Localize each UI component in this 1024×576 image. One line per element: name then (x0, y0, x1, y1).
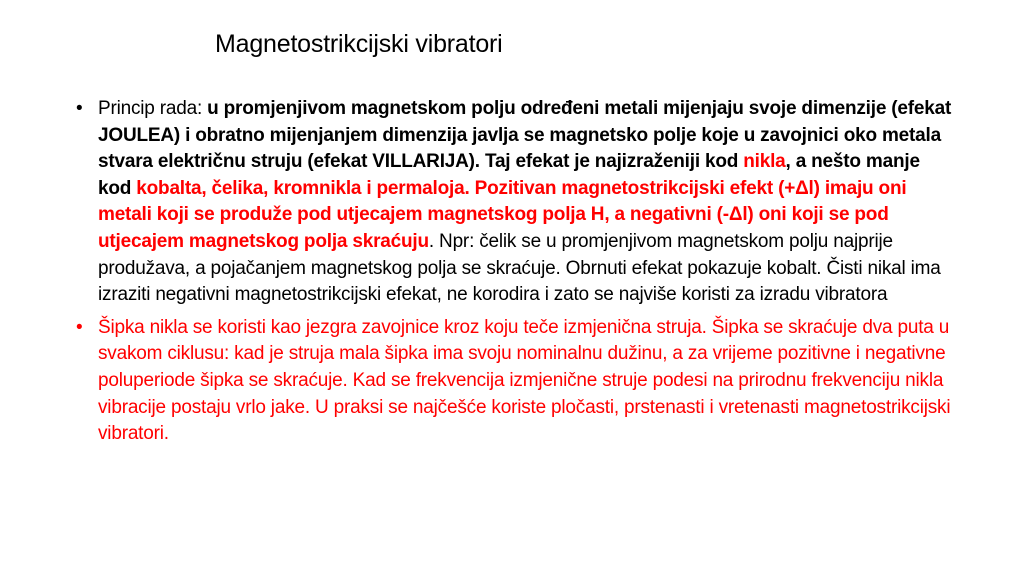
text-segment-highlight: Šipka nikla se koristi kao jezgra zavojnice kroz koju teče izmjenična struja. Šipka se skraćuje dva puta u svakom ciklusu: kad je struja mala šipka ima svoju nominalnu dužinu, a za vrijeme pozitivne i negativne poluperiode šipka se skraćuje. Kad se frekvencija izmjenične struje podesi na prirodnu frekvenciju nikla vibracije postaju vrlo jake. U praksi se najčešće koriste pločasti, prstenasti i vretenasti magnetostrikcijski vibratori. (98, 316, 951, 445)
text-segment: u promjenjivom magnetskom polju određeni metali mijenjaju svoje dimenzije (efekat JOULEA) i obratno mijenjanjem dimenzija javlja se magnetsko polje koje u zavojnici oko metala stvara električnu struju (efekat VILLARIJA). Taj efekat je najizraženiji kod (98, 98, 952, 173)
text-segment-highlight: kobalta, čelika, kromnikla i permaloja. Pozitivan magnetostrikcijski efekt (+Δl) imaju oni metali koji se produže pod utjecajem magnetskog polja H, a negativni (-Δl) oni koji se pod utjecajem magnetskog polja skraćuju (98, 177, 907, 252)
bullet-list (72, 96, 952, 454)
text-segment: , a nešto manje kod (98, 151, 920, 199)
slide-title: Magnetostrikcijski vibratori (215, 30, 503, 58)
text-segment: . Npr: čelik se u promjenjivom magnetskom polju najprije produžava, a pojačanjem magnetskog polja se skraćuje. Obrnuti efekat pokazuje kobalt. Čisti nikal ima izraziti negativni magnetostrikcijski efekat, ne korodira i zato se najviše koristi za izradu vibratora (98, 230, 941, 306)
text-segment-highlight: nikla (743, 151, 786, 173)
bullet-marker: • (76, 98, 83, 119)
bullet-marker: • (76, 316, 83, 338)
bullet-item-principle (72, 96, 952, 309)
text-segment: Princip rada: (98, 98, 208, 119)
bullet-item-nickel-rod (72, 315, 952, 448)
